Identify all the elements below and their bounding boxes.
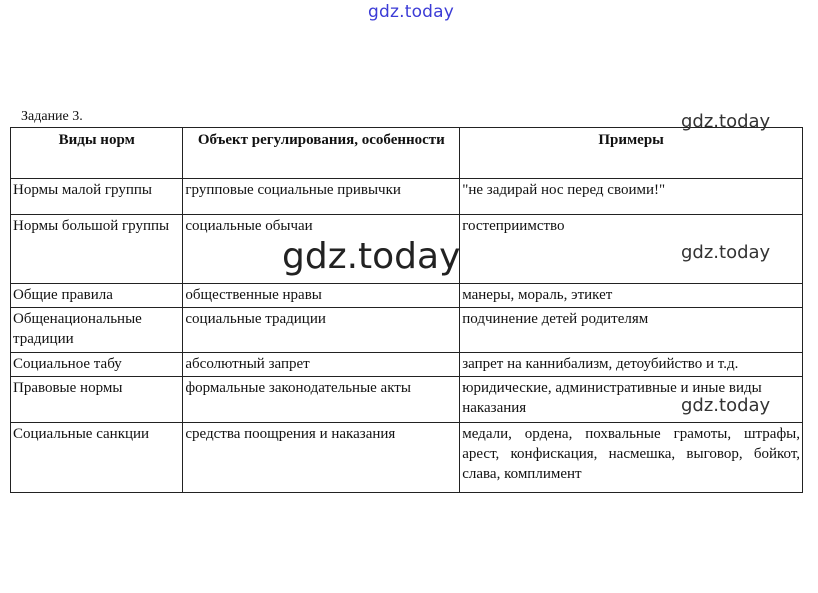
cell-object: социальные традиции: [183, 308, 460, 353]
table-row: [11, 353, 803, 377]
table-header-row: [11, 128, 803, 179]
cell-norm-type: Правовые нормы: [11, 377, 183, 423]
watermark-right-1: gdz.today: [681, 111, 771, 132]
cell-norm-type: Социальное табу: [11, 353, 183, 377]
cell-object: средства поощрения и наказания: [183, 423, 460, 493]
watermark-right-3: gdz.today: [681, 395, 771, 416]
cell-object: абсолютный запрет: [183, 353, 460, 377]
table-row: [11, 179, 803, 215]
cell-norm-type: Нормы малой группы: [11, 179, 183, 215]
cell-example: запрет на каннибализм, детоубийство и т.д.: [460, 353, 803, 377]
header-norm-types: Виды норм: [11, 128, 183, 179]
cell-norm-type: Общенациональные традиции: [11, 308, 183, 353]
cell-object: групповые социальные привычки: [183, 179, 460, 215]
cell-norm-type: Социальные санкции: [11, 423, 183, 493]
cell-example: манеры, мораль, этикет: [460, 284, 803, 308]
cell-example: гостеприимство: [460, 215, 803, 284]
header-examples: Примеры: [460, 128, 803, 179]
table-row: [11, 308, 803, 353]
cell-norm-type: Общие правила: [11, 284, 183, 308]
cell-norm-type: Нормы большой группы: [11, 215, 183, 284]
cell-example: юридические, административные и иные виды наказания: [460, 377, 803, 423]
cell-object: формальные законодательные акты: [183, 377, 460, 423]
task-title: Задание 3.: [21, 109, 83, 124]
watermark-top: gdz.today: [368, 2, 455, 22]
header-object: Объект регулирования, особенности: [183, 128, 460, 179]
cell-object: социальные обычаи: [183, 215, 460, 284]
watermark-right-2: gdz.today: [681, 242, 771, 263]
norms-table: [10, 127, 803, 493]
cell-object: общественные нравы: [183, 284, 460, 308]
table-row: [11, 284, 803, 308]
cell-example: подчинение детей родителям: [460, 308, 803, 353]
cell-example: медали, ордена, похвальные грамоты, штрафы, арест, конфискация, насмешка, выговор, бойкот, слава, комплимент: [460, 423, 803, 493]
table-row: [11, 423, 803, 493]
cell-example: "не задирай нос перед своими!": [460, 179, 803, 215]
watermark-center: gdz.today: [282, 236, 461, 277]
